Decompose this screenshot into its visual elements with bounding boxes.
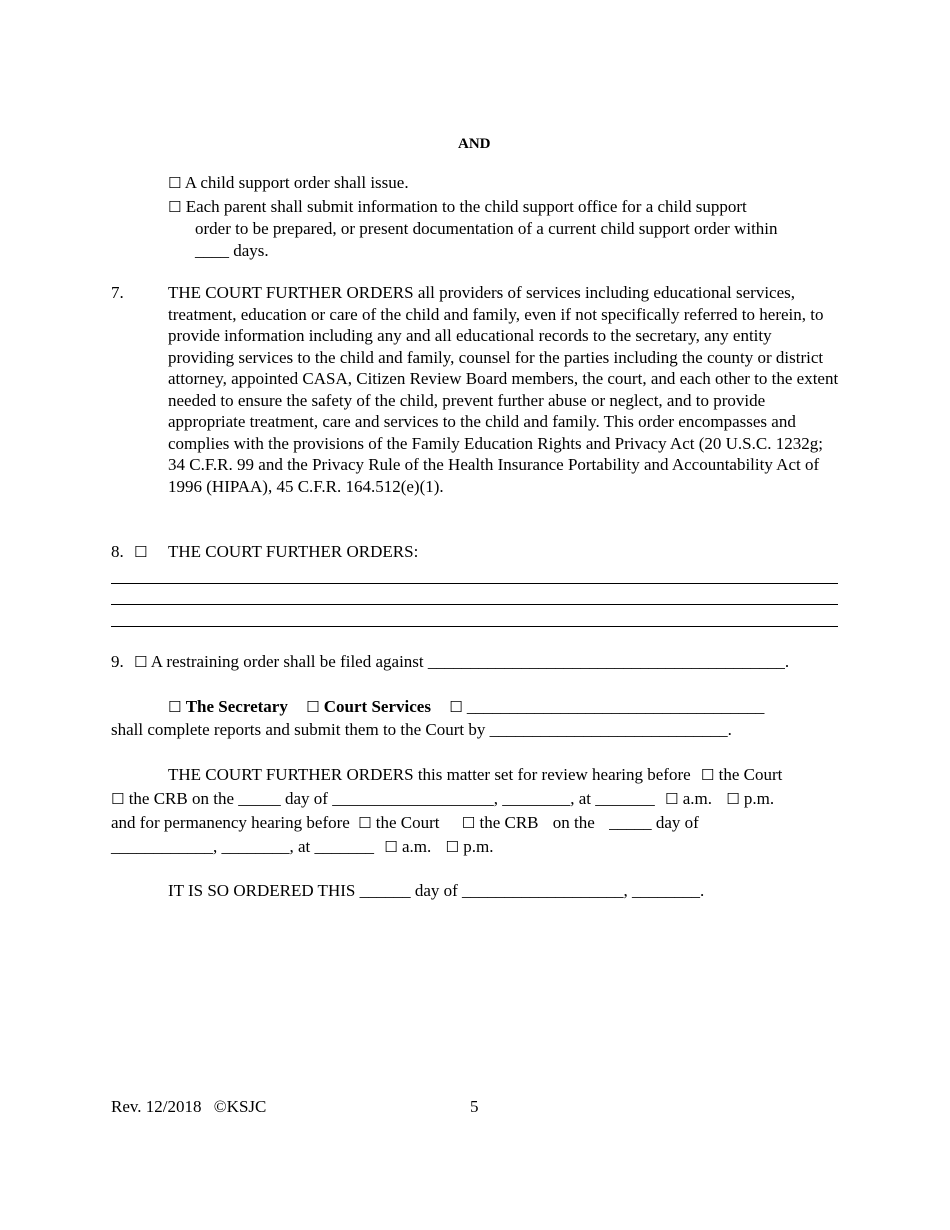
child-support-option-issue bbox=[168, 172, 409, 194]
checkbox[interactable]: ☐ bbox=[664, 790, 679, 808]
option-text-continued: ____ days. bbox=[195, 241, 269, 260]
option-am: a.m. bbox=[682, 789, 712, 808]
option-the-court: the Court bbox=[375, 813, 440, 832]
checkbox[interactable]: ☐ bbox=[700, 766, 715, 784]
paragraph-number: 8. bbox=[111, 542, 124, 561]
checkbox[interactable]: ☐ bbox=[134, 543, 148, 561]
page-number: 5 bbox=[470, 1097, 479, 1116]
checkbox[interactable]: ☐ bbox=[726, 790, 740, 808]
option-pm: p.m. bbox=[463, 837, 494, 856]
paragraph-7-text: THE COURT FURTHER ORDERS all providers of services including educational services, treatment, education or care of the child and family, even if not specifically referred to herein, to provide information including any and all educational records to the secretary, any entity providing services to the child and family, counsel for the parties including the county or district attorney, appointed CASA, Citizen Review Board members, the court, and each other to the extent needed to ensure the safety of the child, prevent further abuse or neglect, and to provide appropriate treatment, care and services to the child and family. This order encompasses and complies with the provisions of the Family Education Rights and Privacy Act (20 U.S.C. 1232g; 34 C.F.R. 99 and the Privacy Rule of the Health Insurance Portability and Accountability Act of 1996 (HIPAA), 45 C.F.R. 164.512(e)(1). bbox=[168, 283, 839, 496]
review-hearing-line1 bbox=[168, 764, 782, 786]
permanency-text: and for permanency hearing before bbox=[111, 813, 350, 832]
review-text: THE COURT FURTHER ORDERS this matter set for review hearing before bbox=[168, 765, 691, 784]
option-other-blank[interactable]: ___________________________________ bbox=[466, 697, 765, 716]
permanency-hearing-line2 bbox=[111, 836, 493, 858]
checkbox[interactable]: ☐ bbox=[449, 698, 463, 716]
date-blank[interactable]: ____________, ________, at _______ bbox=[111, 837, 375, 856]
so-ordered-line: IT IS SO ORDERED THIS ______ day of ___________________, ________. bbox=[168, 881, 705, 900]
footer-revision bbox=[111, 1096, 266, 1118]
option-text: Each parent shall submit information to the child support office for a child support bbox=[185, 197, 747, 216]
paragraph-9 bbox=[111, 651, 789, 673]
permanency-hearing-line bbox=[111, 812, 699, 834]
paragraph-number: 9. bbox=[111, 652, 124, 671]
checkbox[interactable]: ☐ bbox=[384, 838, 398, 856]
copyright: ©KSJC bbox=[213, 1097, 267, 1116]
blank-line[interactable] bbox=[111, 626, 838, 627]
checkbox[interactable]: ☐ bbox=[168, 698, 182, 716]
child-support-option-submit bbox=[168, 196, 747, 218]
checkbox[interactable]: ☐ bbox=[134, 653, 148, 671]
checkbox[interactable]: ☐ bbox=[306, 698, 320, 716]
checkbox[interactable]: ☐ bbox=[168, 174, 182, 192]
review-crb-text: the CRB on the _____ day of ___________________, ________, at _______ bbox=[128, 789, 655, 808]
checkbox[interactable]: ☐ bbox=[445, 838, 459, 856]
option-am: a.m. bbox=[401, 837, 432, 856]
blank-line[interactable] bbox=[111, 583, 838, 584]
option-text: A child support order shall issue. bbox=[184, 173, 409, 192]
option-text-continued: order to be prepared, or present documentation of a current child support order within bbox=[195, 219, 778, 238]
option-court-services: Court Services bbox=[323, 697, 431, 716]
option-the-court: the Court bbox=[718, 765, 783, 784]
review-hearing-line2 bbox=[111, 788, 774, 810]
reports-options bbox=[168, 696, 764, 718]
paragraph-8-label bbox=[111, 541, 147, 563]
checkbox[interactable]: ☐ bbox=[358, 814, 372, 832]
day-of-text: _____ day of bbox=[609, 813, 699, 832]
revision-date: Rev. 12/2018 bbox=[111, 1097, 202, 1116]
paragraph-number: 7. bbox=[111, 283, 124, 302]
option-the-crb: the CRB bbox=[479, 813, 539, 832]
checkbox[interactable]: ☐ bbox=[111, 790, 125, 808]
on-the-text: on the bbox=[552, 813, 595, 832]
section-heading: AND bbox=[458, 136, 491, 152]
checkbox[interactable]: ☐ bbox=[461, 814, 476, 832]
option-pm: p.m. bbox=[743, 789, 775, 808]
paragraph-9-text: A restraining order shall be filed against __________________________________________. bbox=[150, 652, 790, 671]
paragraph-8-text: THE COURT FURTHER ORDERS: bbox=[168, 542, 419, 561]
checkbox[interactable]: ☐ bbox=[168, 198, 182, 216]
reports-line: shall complete reports and submit them to the Court by ____________________________. bbox=[111, 720, 732, 739]
blank-line[interactable] bbox=[111, 604, 838, 605]
option-secretary: The Secretary bbox=[185, 697, 288, 716]
